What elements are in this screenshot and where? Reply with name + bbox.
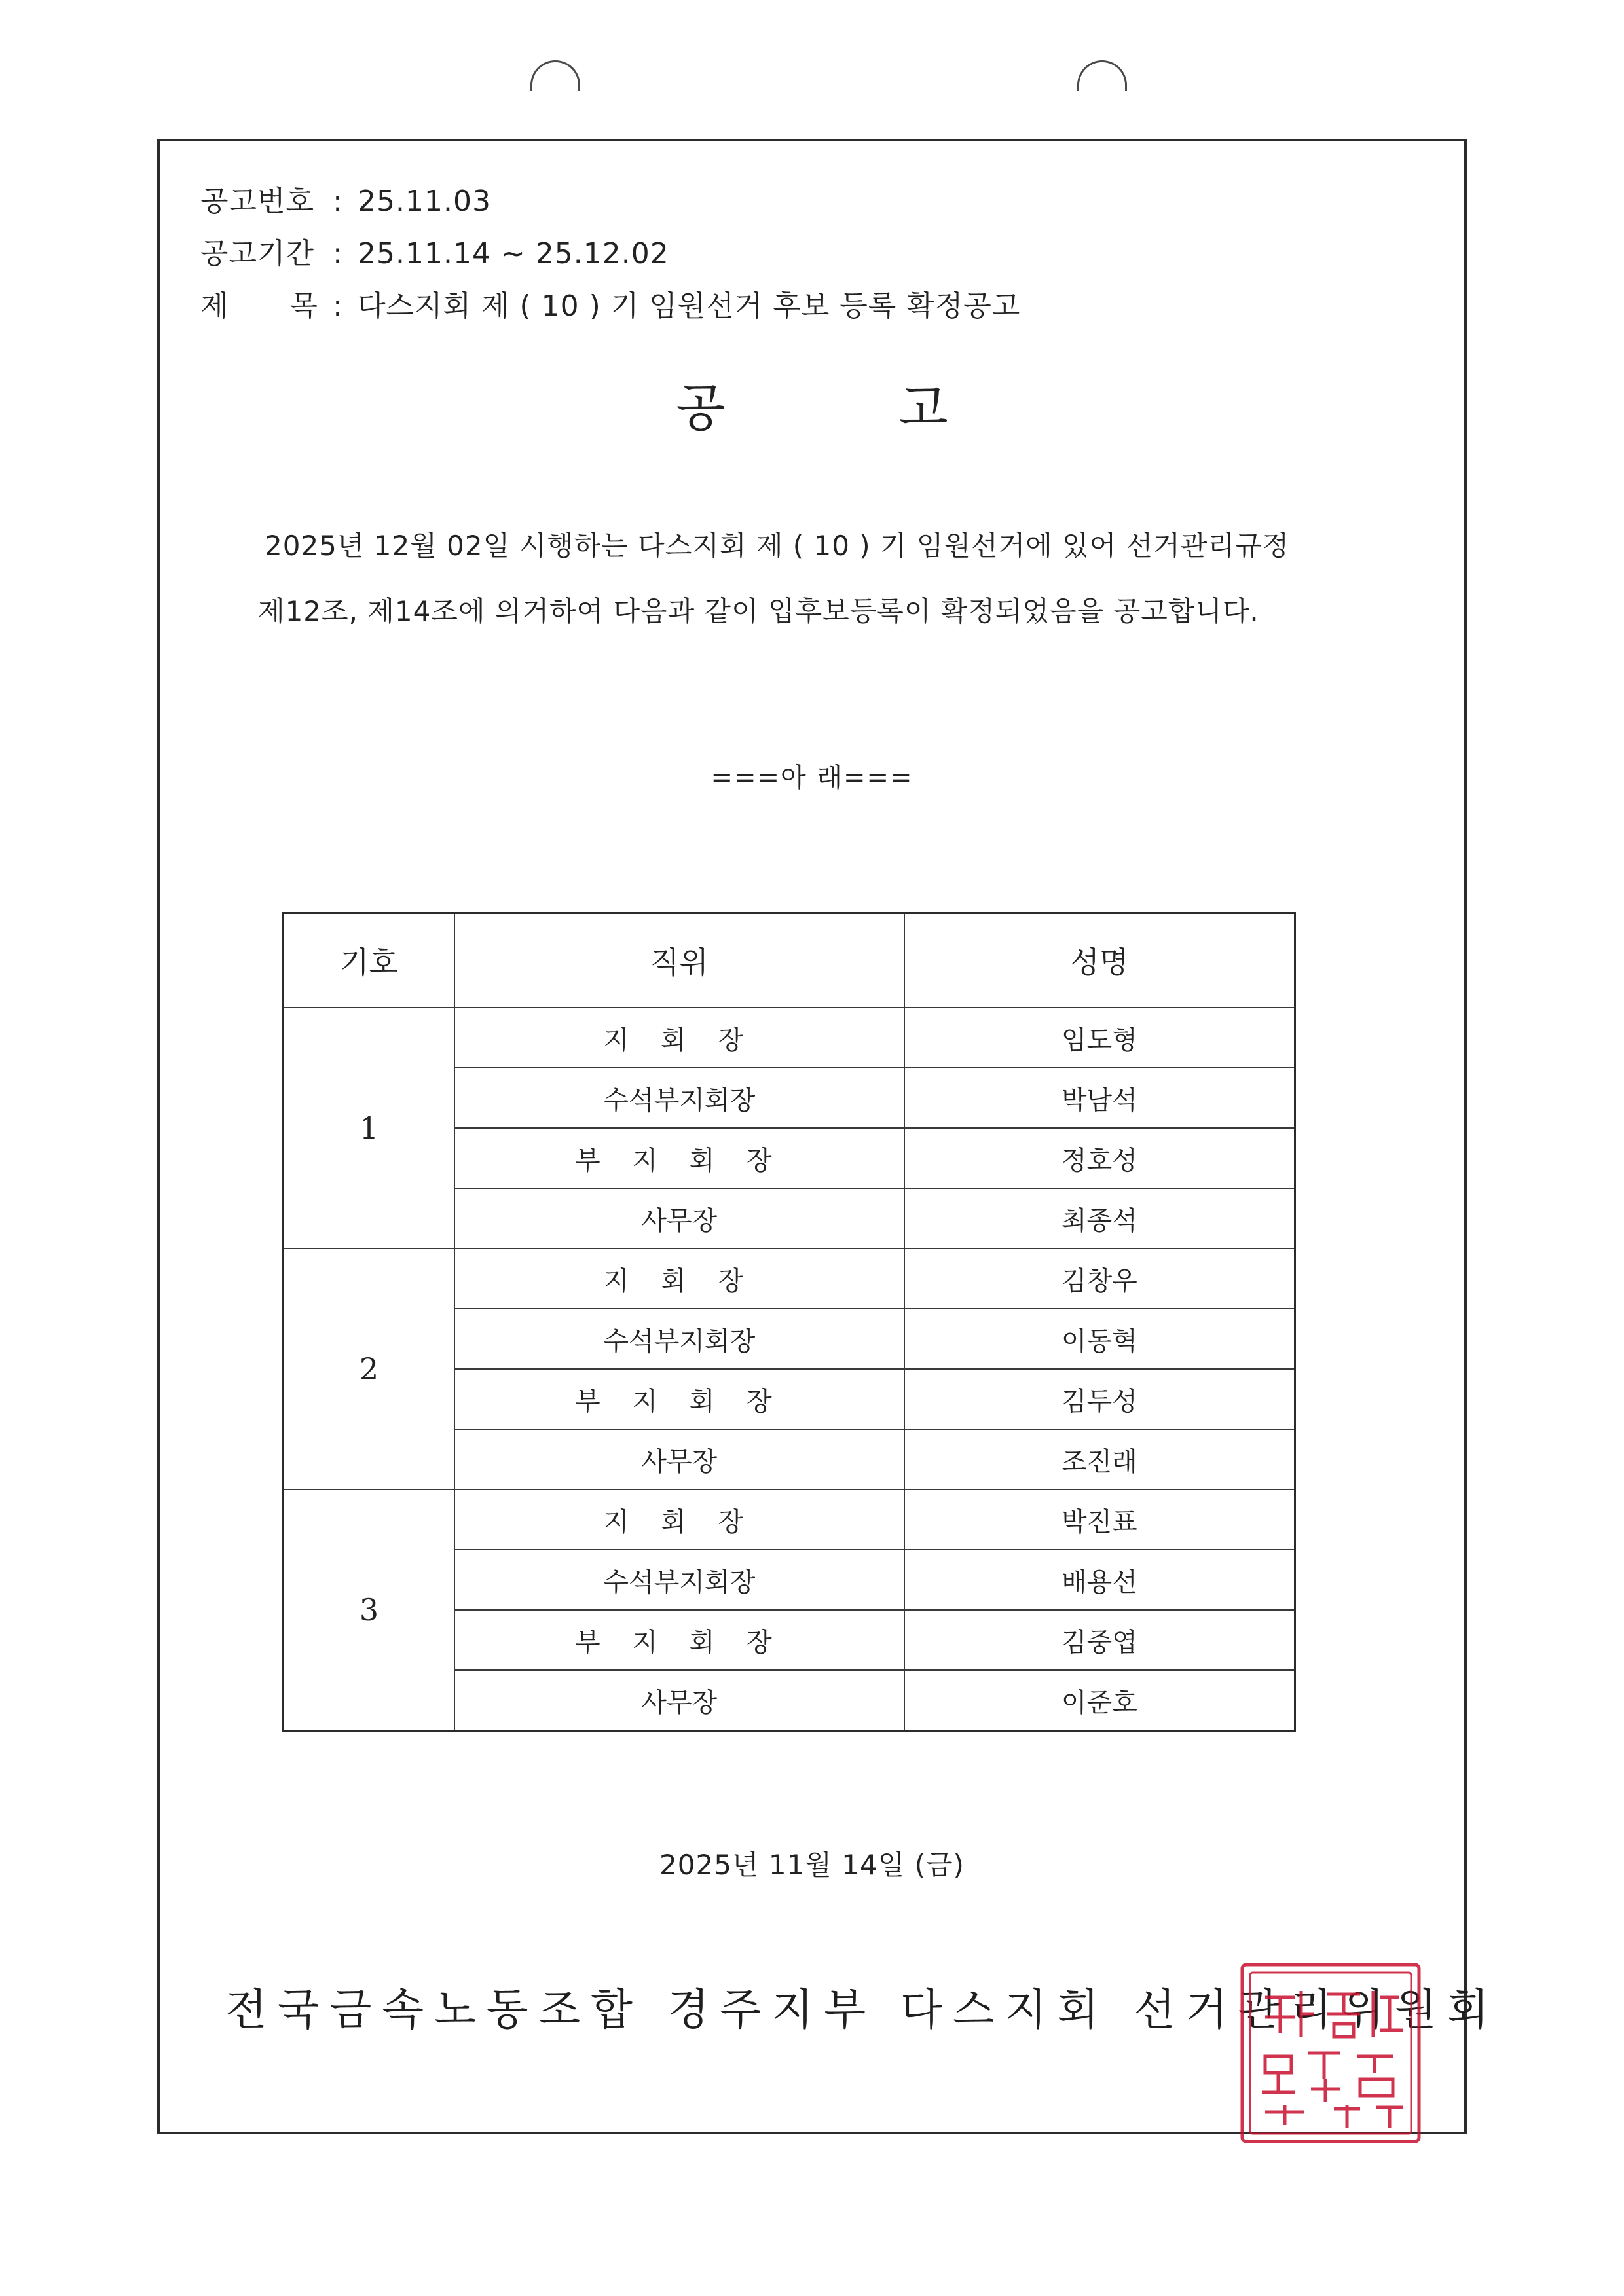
ballot-number-1: 1 xyxy=(284,1008,455,1248)
notice-body-line-1: 2025년 12월 02일 시행하는 다스지회 제 ( 10 ) 기 임원선거에 있어 선거관리규정 xyxy=(265,530,1290,562)
position-cell: 수석부지회장 xyxy=(454,1309,904,1369)
position-cell: 지 회 장 xyxy=(454,1008,904,1068)
name-cell: 김창우 xyxy=(904,1248,1295,1309)
notice-date: 2025년 11월 14일 (금) xyxy=(659,1849,965,1881)
ballot-number-3: 3 xyxy=(284,1489,455,1731)
notice-period-row xyxy=(200,228,1020,280)
position-cell: 지 회 장 xyxy=(454,1489,904,1550)
notice-body xyxy=(258,513,1437,644)
subject-value: 다스지회 제 ( 10 ) 기 임원선거 후보 등록 확정공고 xyxy=(358,289,1021,323)
subject-row xyxy=(200,280,1020,333)
position-cell: 사무장 xyxy=(454,1670,904,1731)
position-cell: 지 회 장 xyxy=(454,1248,904,1309)
notice-body-line-2: 제12조, 제14조에 의거하여 다음과 같이 입후보등록이 확정되었음을 공고합니다. xyxy=(258,595,1259,627)
ballot-number-2: 2 xyxy=(284,1248,455,1489)
punch-hole-right xyxy=(1077,60,1127,91)
name-cell: 조진래 xyxy=(904,1429,1295,1489)
notice-meta xyxy=(200,175,1020,333)
issuing-committee: 전국금속노동조합 경주지부 다스지회 선거관리위원회 xyxy=(225,1984,1500,2035)
position-cell: 사무장 xyxy=(454,1429,904,1489)
notice-period-separator: : xyxy=(333,237,343,270)
header-position: 직위 xyxy=(454,913,904,1008)
table-header-row xyxy=(284,913,1295,1008)
punch-hole-left xyxy=(530,60,580,91)
notice-number-value: 25.11.03 xyxy=(358,185,491,218)
name-cell: 배용선 xyxy=(904,1550,1295,1610)
name-cell: 김두성 xyxy=(904,1369,1295,1429)
candidate-table xyxy=(282,912,1296,1732)
document-title: 공 고 xyxy=(676,379,1027,438)
name-cell: 이준호 xyxy=(904,1670,1295,1731)
position-cell: 부 지 회 장 xyxy=(454,1610,904,1670)
table-row xyxy=(284,1008,1295,1068)
name-cell: 임도형 xyxy=(904,1008,1295,1068)
notice-period-value: 25.11.14 ~ 25.12.02 xyxy=(358,237,669,270)
name-cell: 이동혁 xyxy=(904,1309,1295,1369)
table-row xyxy=(284,1489,1295,1550)
name-cell: 정호성 xyxy=(904,1128,1295,1188)
notice-number-row xyxy=(200,175,1020,228)
name-cell: 박남석 xyxy=(904,1068,1295,1128)
official-seal-stamp xyxy=(1236,1958,1426,2148)
notice-number-label: 공고번호 xyxy=(200,185,315,218)
position-cell: 수석부지회장 xyxy=(454,1068,904,1128)
header-name: 성명 xyxy=(904,913,1295,1008)
document-frame xyxy=(157,139,1500,2134)
name-cell: 박진표 xyxy=(904,1489,1295,1550)
table-row xyxy=(284,1248,1295,1309)
subject-separator: : xyxy=(333,289,343,323)
name-cell: 최종석 xyxy=(904,1188,1295,1248)
notice-period-label: 공고기간 xyxy=(200,237,315,270)
name-cell: 김중엽 xyxy=(904,1610,1295,1670)
header-number: 기호 xyxy=(284,913,455,1008)
notice-number-separator: : xyxy=(333,185,343,218)
position-cell: 수석부지회장 xyxy=(454,1550,904,1610)
position-cell: 부 지 회 장 xyxy=(454,1369,904,1429)
position-cell: 사무장 xyxy=(454,1188,904,1248)
subject-label: 제 목 xyxy=(200,289,318,323)
details-heading: ===아 래=== xyxy=(710,763,913,793)
position-cell: 부 지 회 장 xyxy=(454,1128,904,1188)
